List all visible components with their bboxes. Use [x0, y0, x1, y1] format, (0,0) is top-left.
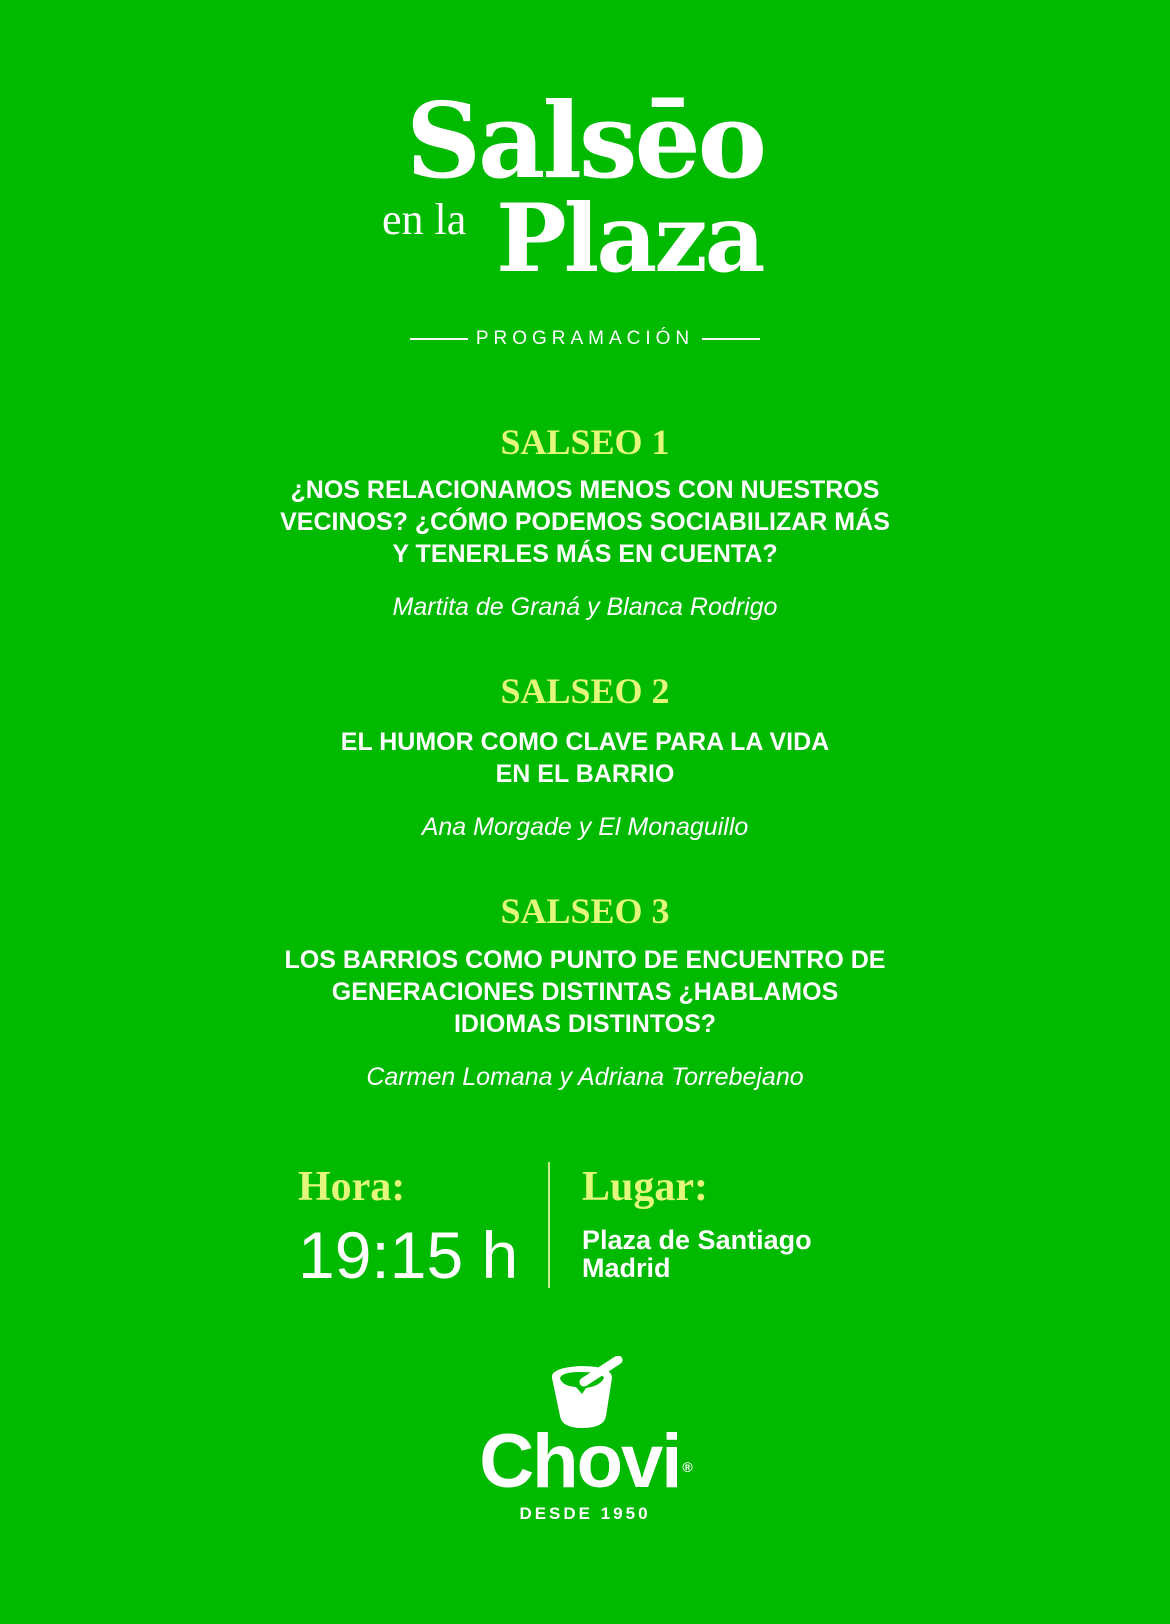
logo-tagline: DESDE 1950: [519, 1504, 651, 1523]
divider-line-right: [702, 338, 760, 340]
session-2-heading: SALSEO 2: [500, 671, 670, 711]
programacion-heading: [0, 326, 1170, 352]
logo-brand: [0, 1419, 1170, 1507]
info-divider: [548, 1162, 550, 1288]
topic-line: EL HUMOR COMO CLAVE PARA LA VIDA: [340, 728, 830, 756]
time-label: Hora:: [298, 1164, 406, 1210]
topic-line: GENERACIONES DISTINTAS ¿HABLAMOS: [331, 978, 839, 1006]
topic-line: Y TENERLES MÁS EN CUENTA?: [392, 540, 778, 568]
place-line: Madrid: [582, 1253, 671, 1283]
session-1-speakers: Martita de Graná y Blanca Rodrigo: [392, 593, 778, 621]
topic-line: EN EL BARRIO: [495, 760, 675, 788]
topic-line: VECINOS? ¿CÓMO PODEMOS SOCIABILIZAR MÁS: [280, 508, 890, 536]
topic-line: IDIOMAS DISTINTOS?: [453, 1010, 717, 1038]
title-plaza: Plaza: [496, 184, 763, 294]
title-en-la: en la: [382, 195, 467, 244]
title-salseo: Salsēo: [405, 79, 765, 202]
time-value: 19:15 h: [298, 1218, 519, 1292]
place-label: Lugar:: [582, 1164, 708, 1210]
place-value: [582, 1226, 812, 1282]
session-1-heading: SALSEO 1: [500, 422, 670, 462]
programacion-label: PROGRAMACIÓN: [475, 328, 695, 349]
session-2-speakers: Ana Morgade y El Monaguillo: [421, 813, 749, 841]
session-3-heading: SALSEO 3: [500, 891, 670, 931]
session-3-speakers: Carmen Lomana y Adriana Torrebejano: [366, 1063, 804, 1091]
session-2-topic: [0, 726, 1170, 790]
registered-mark: ®: [682, 1458, 691, 1475]
topic-line: ¿NOS RELACIONAMOS MENOS CON NUESTROS: [290, 476, 880, 504]
divider-line-left: [410, 338, 468, 340]
session-3-topic: [0, 944, 1170, 1040]
place-line: Plaza de Santiago: [582, 1225, 812, 1255]
session-1-topic: [0, 474, 1170, 570]
logo-wordmark: Chovi: [479, 1419, 681, 1504]
topic-line: LOS BARRIOS COMO PUNTO DE ENCUENTRO DE: [284, 946, 886, 974]
